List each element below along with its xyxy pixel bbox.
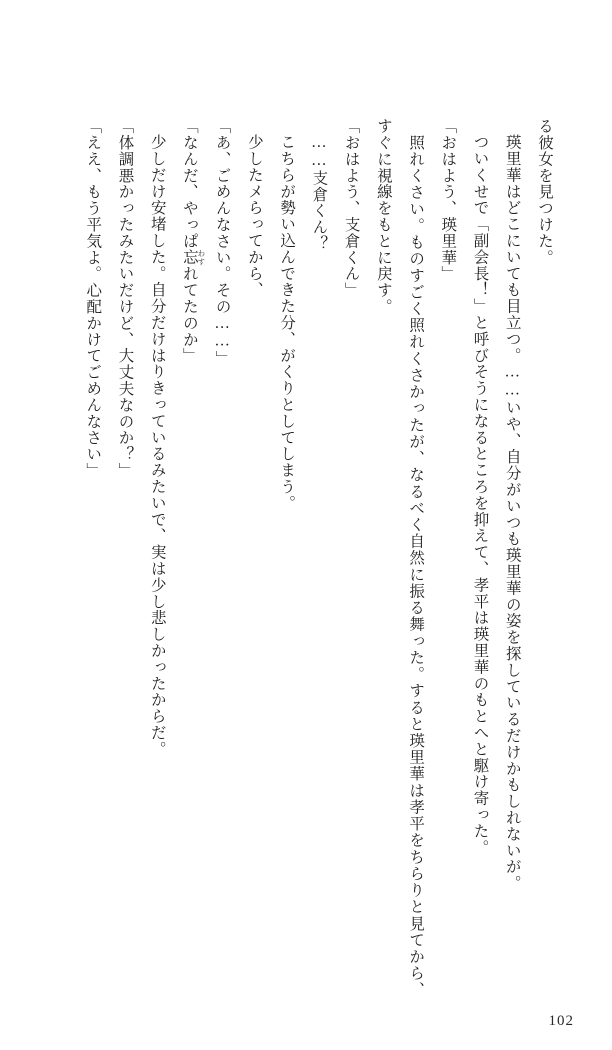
text-line-14: 「ええ、もう平気よ。心配かけてごめんなさい」: [84, 118, 102, 479]
page-number: 102: [548, 1013, 574, 1029]
text-line-6: 「おはよう、支倉くん」: [342, 118, 360, 299]
text-line-1: る彼女を見つけた。: [536, 118, 553, 266]
text-line-2: 瑛里華はどこにいても目立つ。……いや、自分がいつも瑛里華の姿を探しているだけかもしれないが。: [503, 134, 521, 892]
text-line-8: こちらが勢い込んできた分、がくりとしてしまう。: [278, 134, 296, 512]
paragraph-group: [76, 118, 560, 998]
text-line-11: 「なんだ、やっぱ忘 わすれてたのか」: [180, 118, 206, 365]
text-line-13: 「体調悪かったみたいだけど、大丈夫なのか？」: [116, 118, 134, 479]
ruby-wasure: 忘 わす: [180, 249, 206, 266]
text-line-12: 少しだけ安堵した。自分だけはりきっているみたいで、実は少し悲しかったからだ。: [148, 134, 166, 758]
text-line-3: ついくせで「副会長！」と呼びそうになるところを抑えて、孝平は瑛里華のもとへと駆け寄った。: [471, 134, 489, 856]
text-line-4: 「おはよう、瑛里華」: [439, 118, 457, 282]
text-line-7: ……支倉くん？: [310, 134, 328, 252]
text-line-5: 照れくさい。ものすごく照れくさかったが、なるべく自然に振る舞った。すると瑛里華は孝平をちらりと見てから、すぐに視線をもとに戻す。: [374, 118, 425, 998]
text-line-10: 「あ、ごめんなさい。その……」: [213, 118, 231, 367]
text-line-9: 少したメらってから、: [245, 134, 263, 298]
vertical-text-body: [60, 118, 560, 998]
